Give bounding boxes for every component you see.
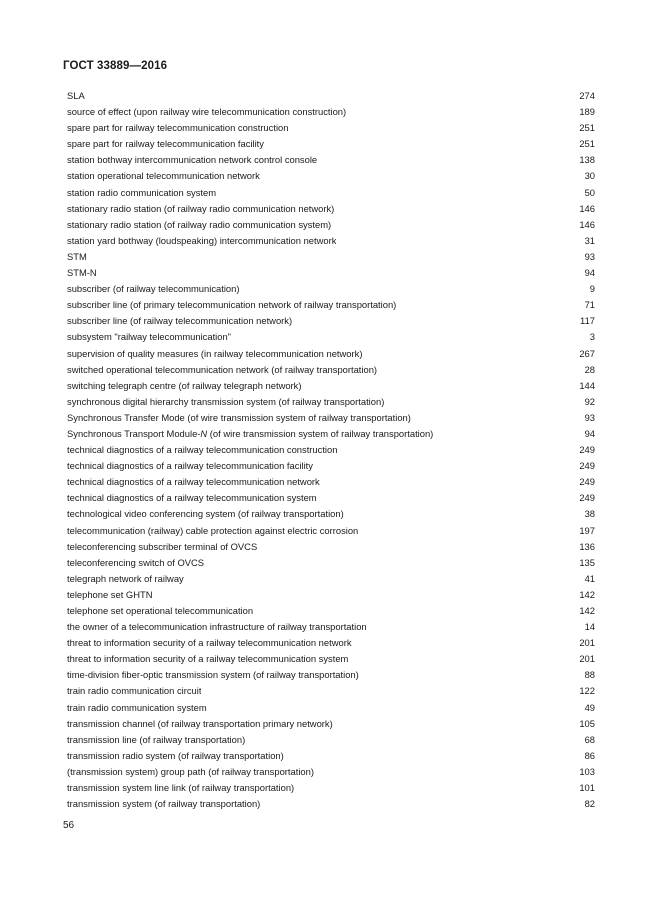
index-page-ref: 249: [579, 492, 595, 504]
index-page-ref: 274: [579, 90, 595, 101]
index-page-ref: 86: [584, 749, 595, 761]
index-entry: [67, 667, 595, 683]
index-entry: [67, 442, 595, 458]
index-term: technical diagnostics of a railway telecommunication facility: [67, 460, 313, 472]
index-entry: [67, 346, 595, 362]
index-term: station radio communication system: [67, 186, 217, 198]
index-term: transmission radio system (of railway transportation): [67, 749, 284, 761]
index-entry: [67, 732, 595, 748]
index-term-part: (of wire transmission system of railway transportation): [207, 427, 434, 439]
index-term: technological video conferencing system (of railway transportation): [67, 508, 344, 520]
index-entry: [67, 651, 595, 667]
index-page-ref: 249: [579, 460, 595, 472]
index-entry: [67, 168, 595, 184]
index-term: telephone set GHTN: [67, 588, 153, 600]
index-entry: [67, 120, 595, 136]
index-term-italic-part: N: [200, 427, 208, 439]
index-page-ref: 94: [584, 267, 595, 279]
index-entry: [67, 635, 595, 651]
index-entry: [67, 539, 595, 555]
index-page-ref: 105: [579, 717, 595, 729]
index-term: synchronous digital hierarchy transmission system (of railway transportation): [67, 395, 385, 407]
index-page-ref: 71: [584, 299, 595, 311]
index-term: transmission line (of railway transportation): [67, 733, 246, 745]
index-page-ref: 249: [579, 476, 595, 488]
index-term: switching telegraph centre (of railway telegraph network): [67, 379, 302, 391]
index-term: switched operational telecommunication network (of railway transportation): [67, 363, 378, 375]
index-page-ref: 197: [579, 524, 595, 536]
index-page-ref: 251: [579, 122, 595, 134]
index-page-ref: 101: [579, 782, 595, 794]
index-term: teleconferencing switch of OVCS: [67, 556, 205, 568]
index-entry: [67, 571, 595, 587]
index-page-ref: 201: [579, 637, 595, 649]
index-page-ref: 93: [584, 411, 595, 423]
index-page-ref: 267: [579, 347, 595, 359]
index-entry: [67, 88, 595, 104]
index-entry: [67, 748, 595, 764]
index-page-ref: 38: [584, 508, 595, 520]
index-term: threat to information security of a railway telecommunication system: [67, 653, 349, 665]
index-entry: [67, 716, 595, 732]
index-entry: [67, 136, 595, 152]
index-entry: [67, 378, 595, 394]
index-entry: [67, 104, 595, 120]
index-term: stationary radio station (of railway radio communication network): [67, 202, 335, 214]
index-term: telegraph network of railway: [67, 572, 184, 584]
index-term: threat to information security of a railway telecommunication network: [67, 637, 352, 649]
index-term: train radio communication circuit: [67, 685, 202, 697]
index-page-ref: 88: [584, 669, 595, 681]
index-term: stationary radio station (of railway radio communication system): [67, 218, 332, 230]
index-entry: [67, 249, 595, 265]
index-term: subscriber (of railway telecommunication): [67, 283, 240, 295]
index-term: subsystem "railway telecommunication": [67, 331, 232, 343]
index-term: SLA: [67, 90, 85, 101]
index-page-ref: 117: [580, 315, 595, 327]
index-page-ref: 146: [579, 218, 595, 230]
index-page-ref: 49: [584, 701, 595, 713]
index-entry: [67, 555, 595, 571]
index-page-ref: 14: [584, 621, 595, 633]
index-entry: [67, 619, 595, 635]
index-term-part: Synchronous Transport Module-: [67, 427, 201, 439]
index-term: station yard bothway (loudspeaking) intercommunication network: [67, 234, 337, 246]
index-term: spare part for railway telecommunication facility: [67, 138, 264, 150]
index-entry: [67, 490, 595, 506]
index-page-ref: 30: [584, 170, 595, 182]
index-entry: [67, 683, 595, 699]
index-entry: [67, 394, 595, 410]
index-term: time-division fiber-optic transmission system (of railway transportation): [67, 669, 359, 681]
index-page-ref: 93: [584, 250, 595, 262]
index-term: telephone set operational telecommunication: [67, 605, 254, 616]
index-entry: [67, 185, 595, 201]
index-term: the owner of a telecommunication infrastructure of railway transportation: [67, 621, 367, 633]
index-term: technical diagnostics of a railway telecommunication network: [67, 476, 320, 488]
index-page-ref: 142: [579, 605, 595, 616]
index-page-ref: 82: [584, 798, 595, 810]
index-term: transmission system line link (of railway transportation): [67, 782, 295, 794]
index-entry: [67, 474, 595, 490]
index-entry: [67, 313, 595, 329]
index-term: supervision of quality measures (in railway telecommunication network): [67, 347, 363, 359]
index-term: subscriber line (of railway telecommunication network): [67, 315, 293, 327]
index-term: transmission system (of railway transportation): [67, 798, 261, 810]
index-entry: [67, 603, 595, 619]
index-page-ref: 41: [584, 572, 595, 584]
index-page-ref: 9: [589, 283, 595, 295]
index-entry: [67, 780, 595, 796]
index-term: spare part for railway telecommunication construction: [67, 122, 289, 134]
index-entry: [67, 764, 595, 780]
index-entry: [67, 410, 595, 426]
index-page-ref: 251: [579, 138, 595, 150]
index-page-ref: 122: [579, 685, 595, 697]
index-page-ref: 3: [589, 331, 595, 343]
index-entry: [67, 281, 595, 297]
index-entry: [67, 523, 595, 539]
page-number: 56: [63, 820, 75, 831]
index-term: [67, 426, 433, 442]
index-entry: [67, 458, 595, 474]
index-page-ref: 92: [584, 395, 595, 407]
index-page-ref: 94: [584, 427, 595, 439]
index-entry: [67, 297, 595, 313]
index-term: technical diagnostics of a railway telecommunication construction: [67, 444, 338, 456]
index-entry: [67, 217, 595, 233]
index-term: subscriber line (of primary telecommunication network of railway transportation): [67, 299, 397, 311]
index-page-ref: 28: [584, 363, 595, 375]
document-header: ГОСТ 33889—2016: [63, 60, 168, 72]
index-term: technical diagnostics of a railway telecommunication system: [67, 492, 317, 504]
index-entry: [67, 700, 595, 716]
index-entry: [67, 426, 595, 442]
index-term: (transmission system) group path (of railway transportation): [67, 765, 314, 777]
index-page-ref: 136: [579, 540, 595, 552]
index-page-ref: 68: [584, 733, 595, 745]
index-entry: [67, 329, 595, 345]
index-entry: [67, 796, 595, 812]
index-page-ref: 138: [579, 154, 595, 166]
index-term: transmission channel (of railway transportation primary network): [67, 717, 333, 729]
index-entry: [67, 506, 595, 522]
index-term: STM-N: [67, 267, 97, 279]
index-page-ref: 103: [579, 765, 595, 777]
index-page-ref: 142: [579, 588, 595, 600]
index-page-ref: 31: [584, 234, 595, 246]
term-index-list: [67, 88, 595, 812]
index-page-ref: 50: [584, 186, 595, 198]
index-page-ref: 135: [579, 556, 595, 568]
index-entry: [67, 201, 595, 217]
index-page-ref: 201: [579, 653, 595, 665]
index-term: teleconferencing subscriber terminal of OVCS: [67, 540, 258, 552]
index-entry: [67, 233, 595, 249]
index-entry: [67, 362, 595, 378]
index-term: train radio communication system: [67, 701, 207, 713]
index-page-ref: 144: [579, 379, 595, 391]
index-page-ref: 146: [579, 202, 595, 214]
index-page-ref: 249: [579, 444, 595, 456]
index-term: telecommunication (railway) cable protection against electric corrosion: [67, 524, 359, 536]
index-term: station operational telecommunication network: [67, 170, 260, 182]
index-page-ref: 189: [579, 106, 595, 118]
index-entry: [67, 265, 595, 281]
index-entry: [67, 152, 595, 168]
index-term: station bothway intercommunication network control console: [67, 154, 318, 166]
index-term: Synchronous Transfer Mode (of wire transmission system of railway transportation): [67, 411, 411, 423]
index-entry: [67, 587, 595, 603]
index-term: source of effect (upon railway wire telecommunication construction): [67, 106, 347, 118]
index-term: STM: [67, 250, 87, 262]
